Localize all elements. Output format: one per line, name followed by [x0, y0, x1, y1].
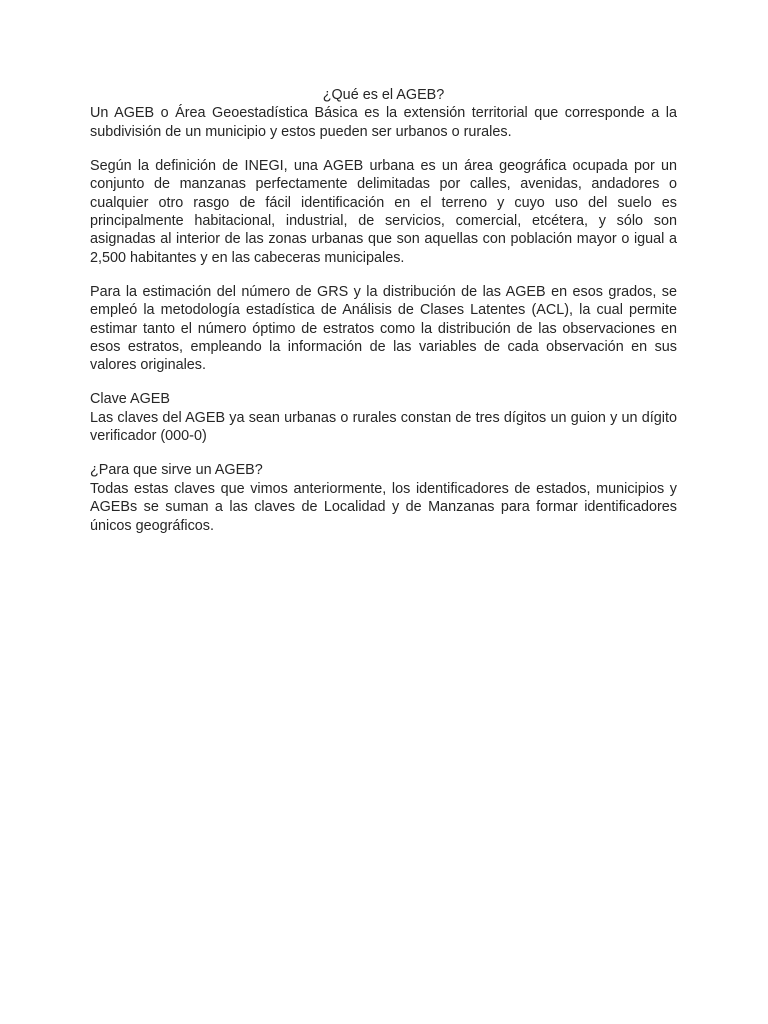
text-line: valores originales.	[90, 357, 206, 374]
text-line: Para la estimación del número de GRS y la distribución de las AGEB en esos grados, se	[90, 283, 677, 300]
text-line: esos estratos, empleando la información de las variables de cada observación en sus	[90, 339, 677, 356]
section-heading: Clave AGEB	[90, 391, 170, 408]
section-heading: ¿Para que sirve un AGEB?	[90, 462, 263, 479]
document-content	[90, 86, 677, 551]
text-line: Según la definición de INEGI, una AGEB urbana es un área geográfica ocupada por un	[90, 157, 677, 174]
text-line: asignadas al interior de las zonas urbanas que son aquellas con población mayor o igual a	[90, 231, 677, 248]
text-line: Las claves del AGEB ya sean urbanas o rurales constan de tres dígitos un guion y un dígito	[90, 409, 677, 426]
text-line: 2,500 habitantes y en las cabeceras municipales.	[90, 249, 405, 266]
text-line: subdivisión de un municipio y estos pueden ser urbanos o rurales.	[90, 123, 512, 140]
text-line: cualquier otro rasgo de fácil identificación en el terreno y cuyo uso del suelo es	[90, 194, 677, 211]
paragraph-definicion-inegi	[90, 157, 677, 267]
text-line: Todas estas claves que vimos anteriormente, los identificadores de estados, municipios y	[90, 480, 677, 497]
section-para-que-sirve	[90, 461, 677, 535]
section-clave-ageb	[90, 390, 677, 445]
text-line: estimar tanto el número óptimo de estratos como la distribución de las observaciones en	[90, 320, 677, 337]
document-title: ¿Qué es el AGEB?	[322, 87, 445, 103]
text-line: conjunto de manzanas perfectamente delimitadas por calles, avenidas, andadores o	[90, 176, 677, 193]
text-line: empleó la metodología estadística de Análisis de Clases Latentes (ACL), la cual permite	[90, 302, 677, 319]
paragraph-metodologia-acl	[90, 283, 677, 375]
text-line: verificador (000-0)	[90, 428, 207, 445]
text-line: únicos geográficos.	[90, 517, 214, 534]
paragraph-definicion-ageb	[90, 104, 677, 141]
text-line: principalmente habitacional, industrial, de servicios, comercial, etcétera, y sólo son	[90, 213, 677, 230]
text-line: AGEBs se suman a las claves de Localidad y de Manzanas para formar identificadores	[90, 499, 677, 516]
text-line: Un AGEB o Área Geoestadística Básica es la extensión territorial que corresponde a la	[90, 105, 677, 122]
